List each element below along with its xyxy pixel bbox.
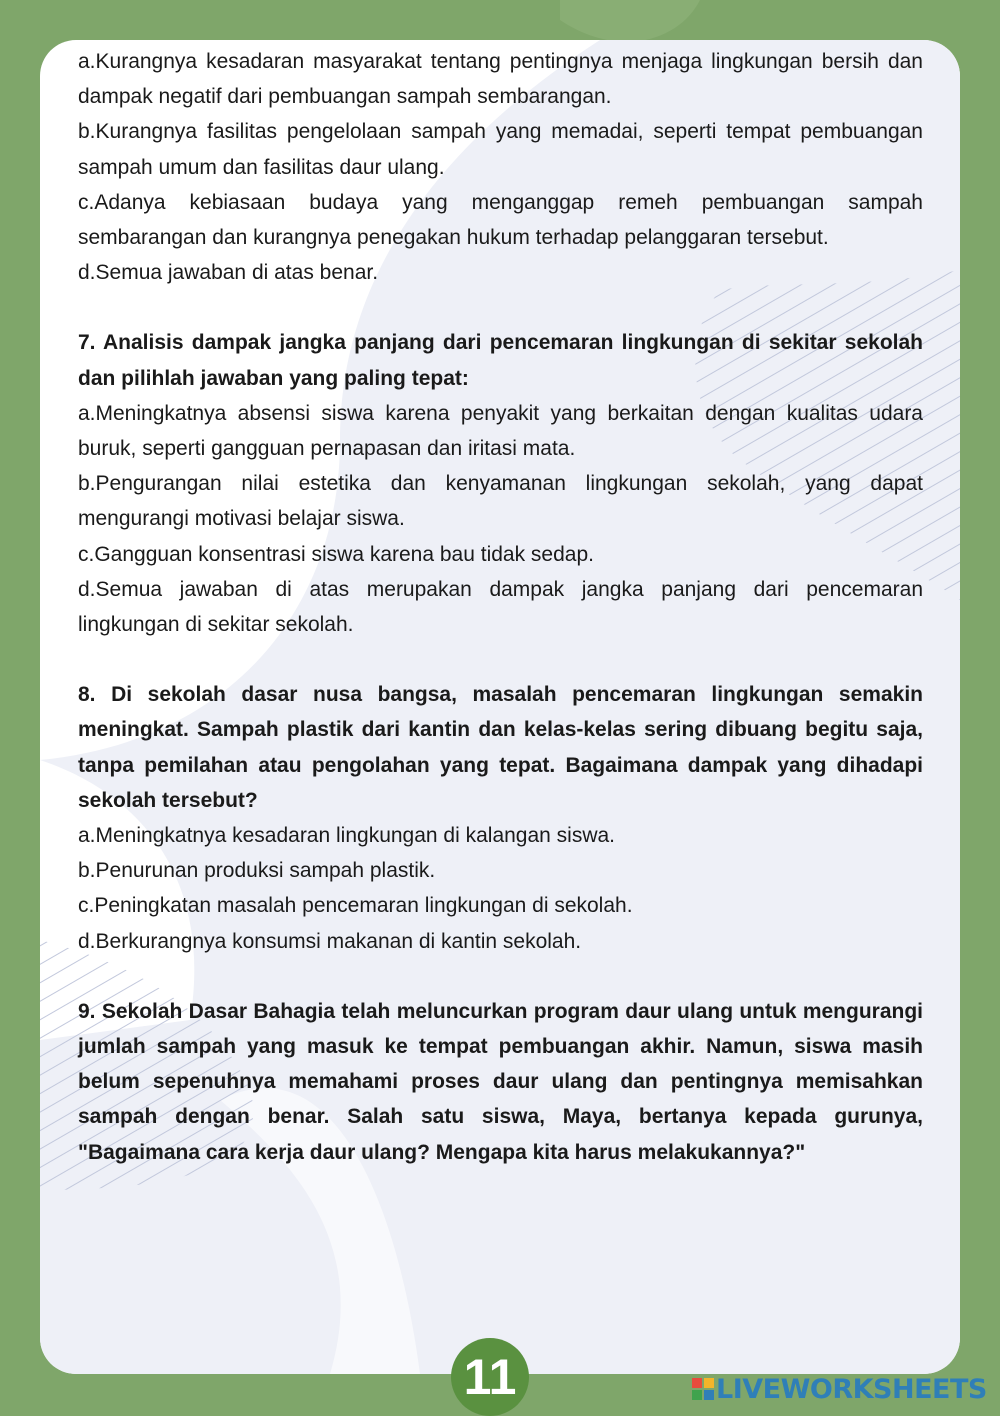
q6-option-c: c.Adanya kebiasaan budaya yang menganggap remeh pembuangan sampah sembarangan dan kurangnya penegakan hukum terhadap pelanggaran tersebut.	[78, 190, 923, 250]
q8-option-d: d.Berkurangnya konsumsi makanan di kantin sekolah.	[78, 929, 582, 953]
q8-option-c: c.Peningkatan masalah pencemaran lingkungan di sekolah.	[78, 894, 633, 918]
q7-option-c: c.Gangguan konsentrasi siswa karena bau tidak sedap.	[78, 542, 594, 566]
q7-option-a: a.Meningkatnya absensi siswa karena penyakit yang berkaitan dengan kualitas udara buruk, seperti gangguan pernapasan dan iritasi mata.	[78, 401, 923, 461]
q8-option-b: b.Penurunan produksi sampah plastik.	[78, 859, 436, 883]
page-number-badge	[451, 1338, 529, 1416]
page-number: 11	[463, 1349, 517, 1405]
q9-question: 9. Sekolah Dasar Bahagia telah meluncurkan program daur ulang untuk mengurangi jumlah sampah yang masuk ke tempat pembuangan akhir. Namun, siswa masih belum sepenuhnya memahami proses daur ulang dan pentingnya memisahkan sampah dengan benar. Salah satu siswa, Maya, bertanya kepada gurunya, "Bagaimana cara kerja daur ulang? Mengapa kita harus melakukannya?"	[78, 999, 923, 1164]
brand-name: LIVEWORKSHEETS	[716, 1373, 987, 1405]
worksheet-card	[40, 40, 960, 1374]
q6-option-a: a.Kurangnya kesadaran masyarakat tentang pentingnya menjaga lingkungan bersih dan dampak negatif dari pembuangan sampah sembarangan.	[78, 50, 923, 109]
liveworksheets-logo-icon	[692, 1378, 714, 1400]
worksheet-content	[78, 44, 923, 1170]
q7-question: 7. Analisis dampak jangka panjang dari pencemaran lingkungan di sekitar sekolah dan pilihlah jawaban yang paling tepat:	[78, 331, 923, 390]
q7-option-d: d.Semua jawaban di atas merupakan dampak jangka panjang dari pencemaran lingkungan di sekitar sekolah.	[78, 577, 923, 637]
liveworksheets-brand	[692, 1372, 987, 1406]
q6-option-d: d.Semua jawaban di atas benar.	[78, 261, 379, 285]
q8-question: 8. Di sekolah dasar nusa bangsa, masalah pencemaran lingkungan semakin meningkat. Sampah plastik dari kantin dan kelas-kelas sering dibuang begitu saja, tanpa pemilahan atau pengolahan yang tepat. Bagaimana dampak yang dihadapi sekolah tersebut?	[78, 683, 923, 812]
q8-option-a: a.Meningkatnya kesadaran lingkungan di kalangan siswa.	[78, 824, 616, 848]
q7-option-b: b.Pengurangan nilai estetika dan kenyamanan lingkungan sekolah, yang dapat mengurangi motivasi belajar siswa.	[78, 472, 923, 531]
q6-option-b: b.Kurangnya fasilitas pengelolaan sampah yang memadai, seperti tempat pembuangan sampah umum dan fasilitas daur ulang.	[78, 120, 923, 179]
